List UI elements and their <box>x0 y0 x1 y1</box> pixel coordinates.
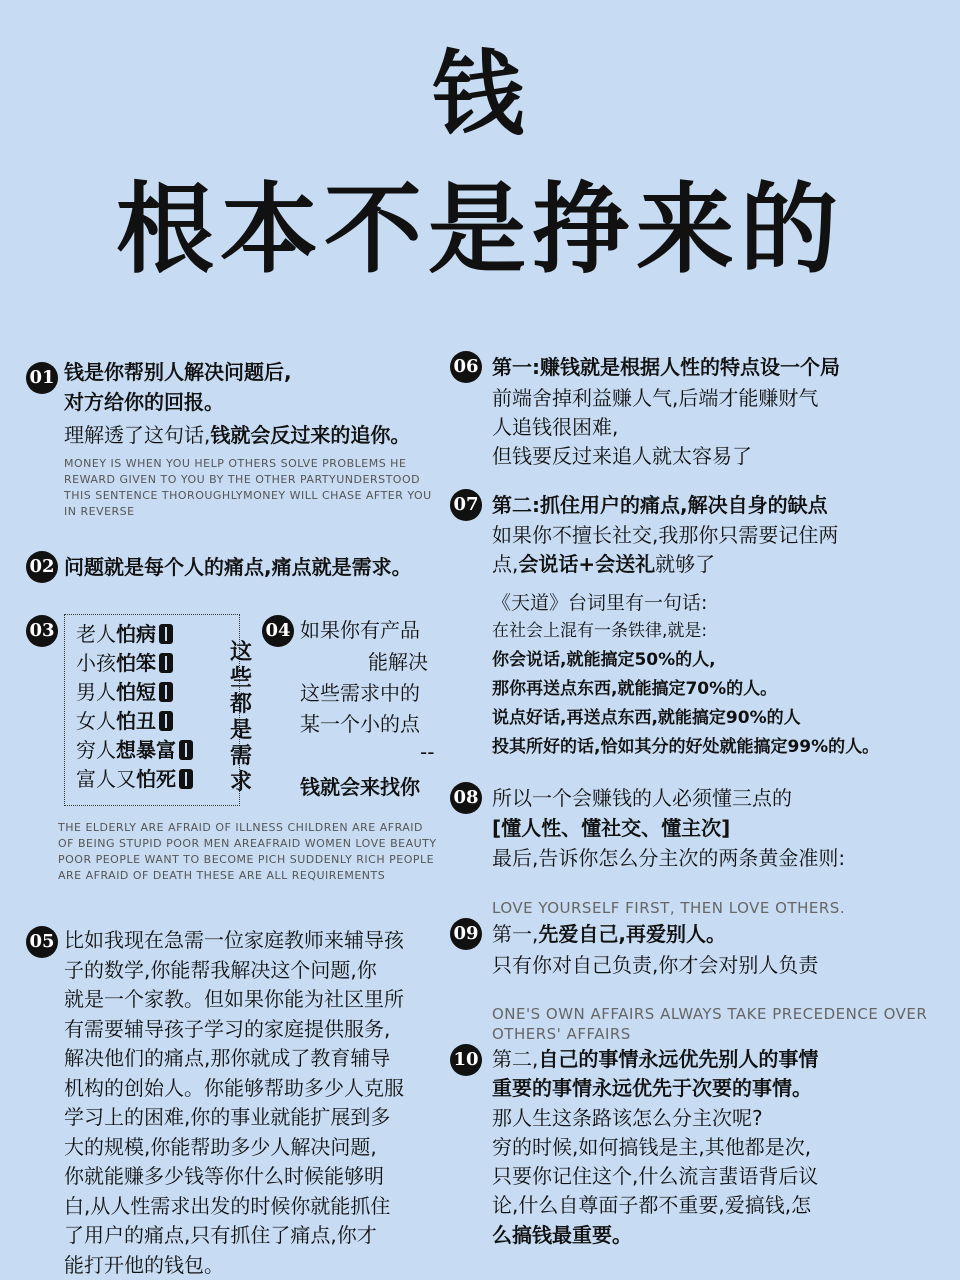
s07-line2-a: 点, <box>492 552 519 576</box>
section-number-06: 06 <box>450 351 482 383</box>
fear-row <box>76 736 193 765</box>
s04-line5: -- <box>420 740 435 764</box>
section-number-07: 07 <box>450 489 482 521</box>
s08-line3: 最后,告诉你怎么分主次的两条黄金准则: <box>492 846 846 870</box>
s03-vertical-label: 这些都是需求 <box>229 640 252 795</box>
s06-line1: 前端舍掉利益赚人气,后端才能赚财气 <box>492 386 819 410</box>
s05-line: 有需要辅导孩子学习的家庭提供服务, <box>64 1016 391 1041</box>
s04-line4: 某一个小的点 <box>300 712 420 736</box>
page-title-line1: 钱 <box>431 41 528 148</box>
s05-line: 大的规模,你能帮助多少人解决问题, <box>64 1134 377 1159</box>
s10-last-line: 么搞钱最重要。 <box>492 1223 632 1247</box>
exclamation-icon <box>159 711 173 731</box>
s01-line3 <box>64 420 410 450</box>
s05-line: 就是一个家教。但如果你能为社区里所 <box>64 987 404 1011</box>
fear-object: 怕死 <box>136 767 176 791</box>
s07-line1: 如果你不擅长社交,我那你只需要记住两 <box>492 523 839 547</box>
s02-text: 问题就是每个人的痛点,痛点就是需求。 <box>64 555 412 579</box>
section-number-04: 04 <box>262 615 294 647</box>
fear-row <box>76 620 173 649</box>
s10-heading <box>492 1044 818 1074</box>
section-number-10: 10 <box>450 1044 482 1076</box>
page-title-line2: 根本不是挣来的 <box>115 173 844 287</box>
s05-line: 你就能赚多少钱等你什么时候能够明 <box>64 1164 384 1188</box>
fear-object: 怕丑 <box>116 709 156 733</box>
exclamation-icon <box>159 624 173 644</box>
s05-line: 子的数学,你能帮我解决这个问题,你 <box>64 957 377 982</box>
s05-line: 比如我现在急需一位家庭教师来辅导孩 <box>64 928 404 952</box>
fear-object: 怕笨 <box>116 651 156 675</box>
fear-subject: 老人 <box>76 622 116 646</box>
s06-line2: 人追钱很困难, <box>492 415 619 439</box>
s06-line3: 但钱要反过来追人就太容易了 <box>492 444 752 468</box>
s07-quote4: 那你再送点东西,就能搞定70%的人。 <box>492 679 778 699</box>
s01-line2: 对方给你的回报。 <box>64 390 224 414</box>
s07-line2 <box>492 549 715 579</box>
s04-line1: 如果你有产品 <box>300 618 420 642</box>
s01-line3-a: 理解透了这句话, <box>64 423 211 447</box>
s07-line2-b: 会说话+会送礼 <box>518 552 656 576</box>
s10-line: 论,什么自尊面子都不重要,爱搞钱,怎 <box>492 1193 812 1217</box>
fear-subject: 小孩 <box>76 651 116 675</box>
exclamation-icon <box>179 769 193 789</box>
s07-quote2: 在社会上混有一条铁律,就是: <box>492 621 708 641</box>
s05-line: 了用户的痛点,只有抓住了痛点,你才 <box>64 1223 377 1247</box>
s10-heading2: 重要的事情永远优先于次要的事情。 <box>492 1076 812 1100</box>
fear-object: 怕病 <box>116 622 156 646</box>
s08-line2: [懂人性、懂社交、懂主次] <box>492 816 731 840</box>
fear-row <box>76 649 173 678</box>
s09-heading-b: 先爱自己,再爱别人。 <box>538 922 726 946</box>
s09-heading <box>492 919 726 949</box>
s01-english: MONEY IS WHEN YOU HELP OTHERS SOLVE PROBLEMS HE REWARD GIVEN TO YOU BY THE OTHER PARTYUNDERSTOOD THIS SENTENCE THOROUGHLYMONEY WILL CHASE AFTER YOU IN REVERSE <box>64 457 432 518</box>
fear-subject: 富人又 <box>76 767 136 791</box>
s04-line3: 这些需求中的 <box>300 681 420 705</box>
exclamation-icon <box>179 740 193 760</box>
s04-line2: 能解决 <box>368 650 428 674</box>
fear-object: 怕短 <box>116 680 156 704</box>
s10-line: 只要你记住这个,什么流言蜚语背后议 <box>492 1164 819 1188</box>
s10-heading-b: 自己的事情永远优先别人的事情 <box>538 1047 819 1071</box>
s05-line: 解决他们的痛点,那你就成了教育辅导 <box>64 1046 391 1070</box>
s07-quote3: 你会说话,就能搞定50%的人, <box>492 650 716 670</box>
s07-quote1: 《天道》台词里有一句话: <box>492 592 708 614</box>
fear-row <box>76 678 173 707</box>
s10-line: 穷的时候,如何搞钱是主,其他都是次, <box>492 1135 812 1159</box>
section-number-05: 05 <box>26 926 58 958</box>
s01-line1: 钱是你帮别人解决问题后, <box>64 360 292 384</box>
s04-line6: 钱就会来找你 <box>300 775 420 799</box>
s01-line3-b: 钱就会反过来的追你。 <box>210 423 411 447</box>
s03-english: THE ELDERLY ARE AFRAID OF ILLNESS CHILDREN ARE AFRAID OF BEING STUPID POOR MEN AREAFRAID WOMEN LOVE BEAUTY POOR PEOPLE WANT TO BECOME PICH SUDDENLY RICH PEOPLE ARE AFRAID OF DEATH THESE ARE ALL REQUIREMENTS <box>58 821 437 882</box>
section-number-03: 03 <box>26 615 58 647</box>
exclamation-icon <box>159 653 173 673</box>
section-number-09: 09 <box>450 918 482 950</box>
s07-heading: 第二:抓住用户的痛点,解决自身的缺点 <box>492 493 828 517</box>
s10-english-2: OTHERS' AFFAIRS <box>492 1025 631 1043</box>
s06-heading: 第一:赚钱就是根据人性的特点设一个局 <box>492 355 840 379</box>
s09-line1: 只有你对自己负责,你才会对别人负责 <box>492 953 819 977</box>
s09-heading-a: 第一, <box>492 922 539 946</box>
s07-quote5: 说点好话,再送点东西,就能搞定90%的人 <box>492 708 801 728</box>
s05-line: 学习上的困难,你的事业就能扩展到多 <box>64 1105 391 1129</box>
s10-english-1: ONE'S OWN AFFAIRS ALWAYS TAKE PRECEDENCE OVER <box>492 1005 928 1023</box>
fear-row <box>76 765 193 794</box>
s05-line: 白,从人性需求出发的时候你就能抓住 <box>64 1193 391 1218</box>
exclamation-icon <box>159 682 173 702</box>
fear-subject: 男人 <box>76 680 116 704</box>
s09-english: LOVE YOURSELF FIRST, THEN LOVE OTHERS. <box>492 899 846 917</box>
section-number-08: 08 <box>450 782 482 814</box>
s10-line: 那人生这条路该怎么分主次呢? <box>492 1106 763 1130</box>
fear-subject: 穷人 <box>76 738 116 762</box>
s07-line2-c: 就够了 <box>655 552 716 576</box>
section-number-02: 02 <box>26 551 58 583</box>
section-number-01: 01 <box>26 362 58 394</box>
fear-row <box>76 707 173 736</box>
s05-line: 能打开他的钱包。 <box>64 1252 224 1277</box>
s10-heading-a: 第二, <box>492 1047 539 1071</box>
fear-subject: 女人 <box>76 709 116 733</box>
s05-line: 机构的创始人。你能够帮助多少人克服 <box>64 1075 404 1100</box>
s07-quote6: 投其所好的话,恰如其分的好处就能搞定99%的人。 <box>492 737 880 757</box>
fear-object: 想暴富 <box>116 738 176 762</box>
s08-line1: 所以一个会赚钱的人必须懂三点的 <box>492 786 792 810</box>
